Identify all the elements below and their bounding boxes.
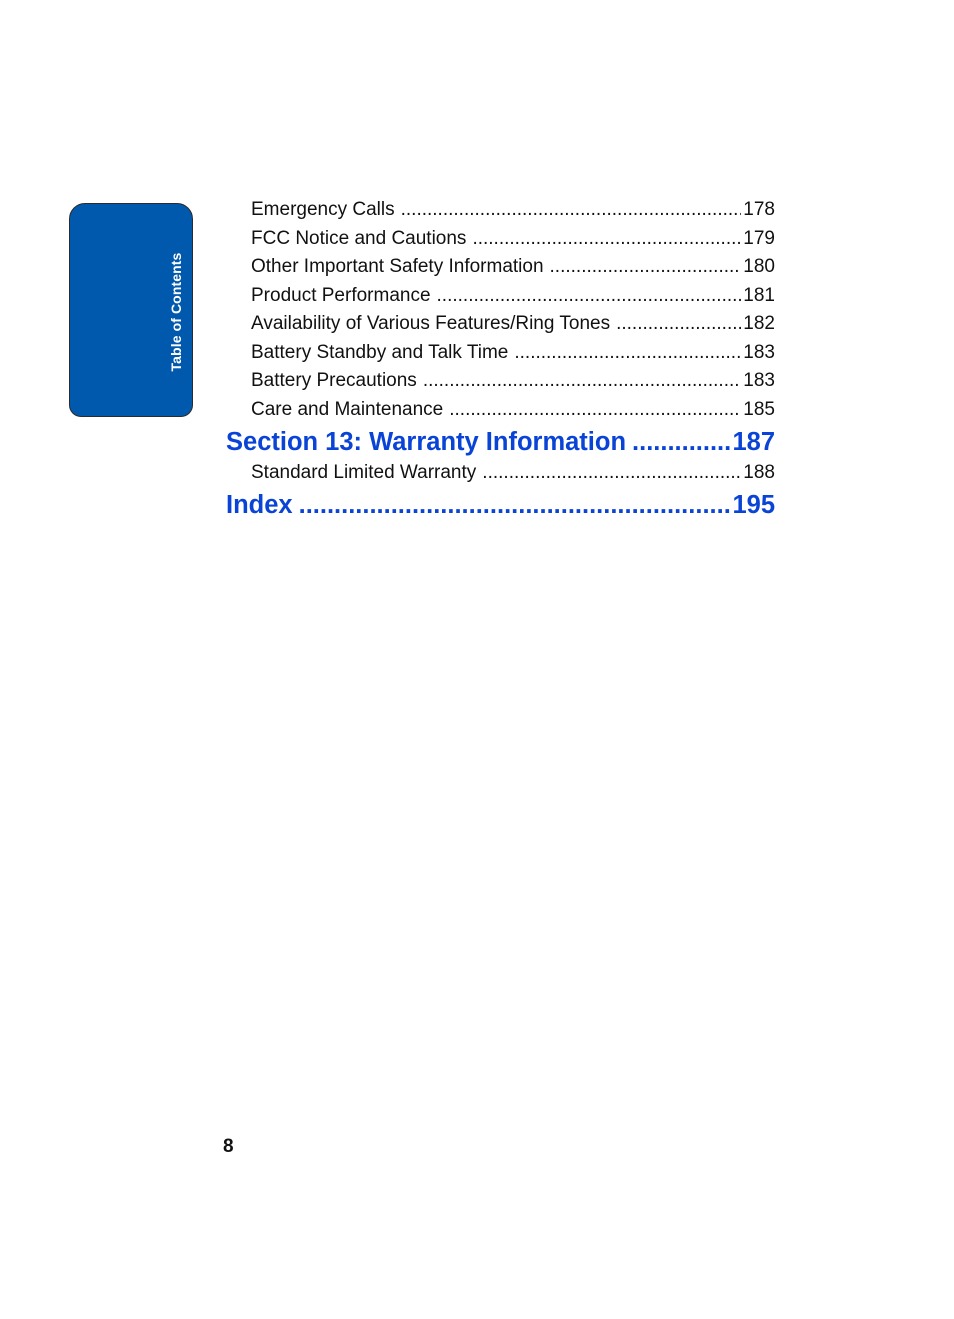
dot-leader: [449, 396, 741, 425]
toc-entry-title: Standard Limited Warranty: [251, 462, 477, 483]
toc-entry-title: Product Performance: [251, 284, 431, 306]
table-of-contents: [226, 196, 775, 522]
dot-leader: [482, 459, 741, 488]
dot-leader: [423, 367, 741, 396]
toc-entry[interactable]: [226, 196, 775, 225]
toc-entry-page: 185: [743, 398, 775, 420]
toc-entry-page: 183: [743, 370, 775, 391]
toc-entry[interactable]: [226, 310, 775, 339]
toc-entry-page: 182: [743, 313, 775, 334]
toc-entry[interactable]: [226, 282, 775, 311]
dot-leader: [616, 310, 741, 339]
dot-leader: [472, 225, 741, 254]
toc-entry[interactable]: [226, 396, 775, 425]
toc-entry-title: Battery Precautions: [251, 370, 417, 391]
dot-leader: [550, 253, 742, 282]
section-heading-title: Section 13: Warranty Information: [226, 428, 627, 456]
toc-entry-title: Availability of Various Features/Ring Tones: [251, 313, 611, 334]
toc-entry-title: Battery Standby and Talk Time: [251, 341, 509, 363]
section-heading-page: 187: [732, 428, 775, 456]
toc-entry[interactable]: [226, 459, 775, 488]
section-tab-label: Table of Contents: [168, 252, 184, 372]
index-heading-page: 195: [732, 490, 775, 519]
toc-entry-page: 181: [743, 284, 775, 306]
dot-leader: [437, 282, 742, 311]
toc-entry-page: 183: [743, 341, 775, 363]
toc-entry[interactable]: [226, 253, 775, 282]
dot-leader: [632, 425, 730, 459]
toc-index-heading[interactable]: [226, 488, 775, 522]
dot-leader: [401, 196, 742, 225]
toc-entry-title: FCC Notice and Cautions: [251, 227, 467, 249]
toc-entry[interactable]: [226, 339, 775, 368]
toc-entry-page: 188: [743, 462, 775, 483]
toc-section-heading[interactable]: [226, 425, 775, 459]
page-number: 8: [223, 1136, 234, 1157]
dot-leader: [299, 488, 731, 522]
toc-entry-title: Care and Maintenance: [251, 398, 444, 420]
toc-entry-page: 179: [743, 227, 775, 249]
toc-entry-page: 180: [743, 256, 775, 277]
toc-entry-title: Other Important Safety Information: [251, 256, 544, 277]
toc-entry[interactable]: [226, 225, 775, 254]
toc-entry-title: Emergency Calls: [251, 199, 395, 220]
toc-entry[interactable]: [226, 367, 775, 396]
dot-leader: [514, 339, 741, 368]
toc-entry-page: 178: [743, 199, 775, 220]
index-heading-title: Index: [226, 490, 293, 519]
